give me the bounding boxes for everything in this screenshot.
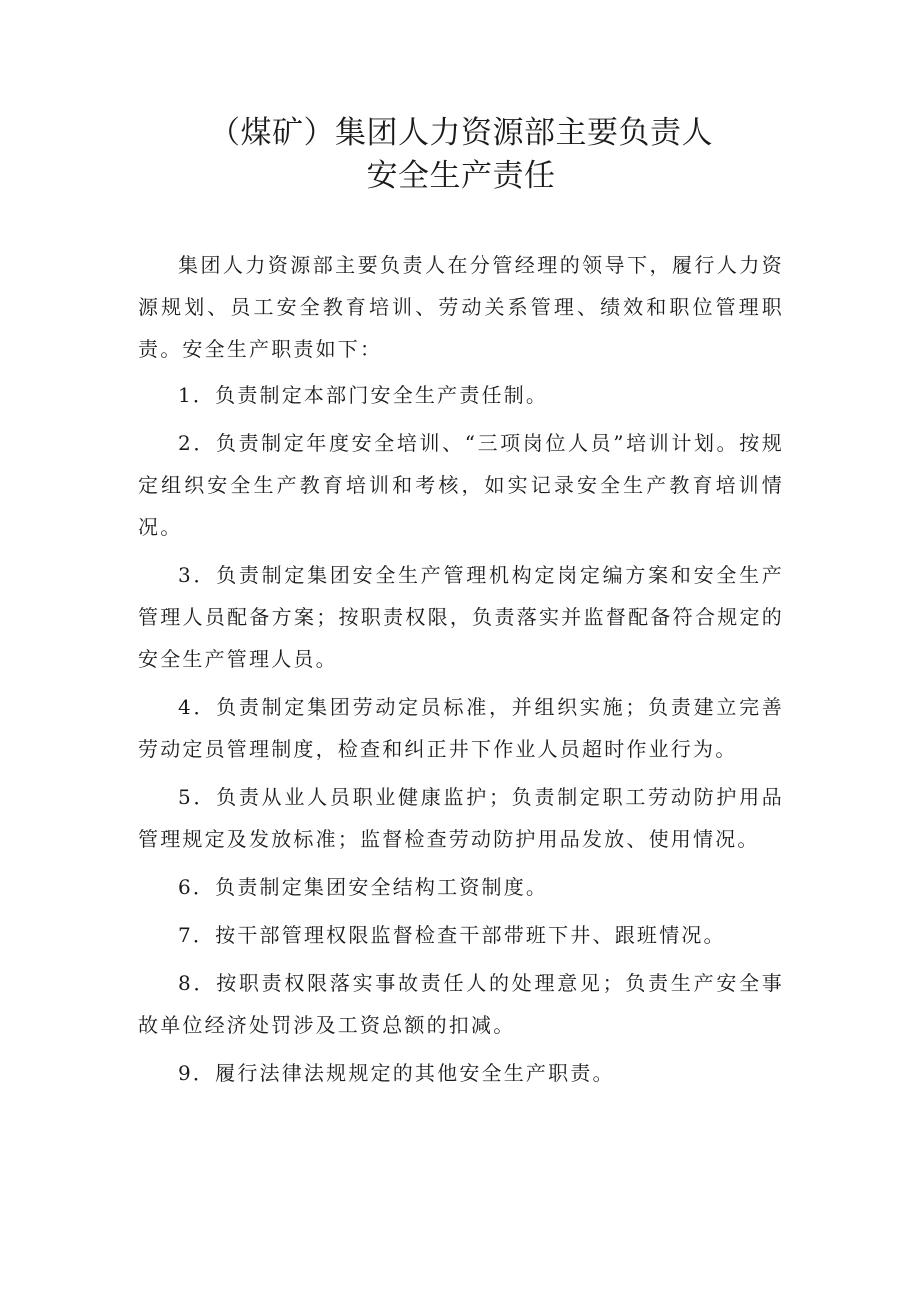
duty-item-1: 1．负责制定本部门安全生产责任制。 <box>178 383 549 407</box>
document-title <box>138 112 784 198</box>
duty-item-3: 3．负责制定集团安全生产管理机构定岗定编方案和安全生产管理人员配备方案；按职责权限，负责落实并监督配备符合规定的安全生产管理人员。 <box>138 563 784 671</box>
title-line-2: 安全生产责任 <box>366 158 556 194</box>
intro-paragraph: 集团人力资源部主要负责人在分管经理的领导下，履行人力资源规划、员工安全教育培训、劳动关系管理、绩效和职位管理职责。安全生产职责如下： <box>138 253 784 361</box>
duty-item-5: 5．负责从业人员职业健康监护；负责制定职工劳动防护用品管理规定及发放标准；监督检查劳动防护用品发放、使用情况。 <box>138 785 784 851</box>
duty-item-7: 7．按干部管理权限监督检查干部带班下井、跟班情况。 <box>178 923 726 947</box>
duty-item-6: 6．负责制定集团安全结构工资制度。 <box>178 875 549 899</box>
duty-item-8: 8．按职责权限落实事故责任人的处理意见；负责生产安全事故单位经济处罚涉及工资总额的扣减。 <box>138 971 784 1037</box>
duty-item-2: 2．负责制定年度安全培训、“三项岗位人员”培训计划。按规定组织安全生产教育培训和考核，如实记录安全生产教育培训情况。 <box>138 431 784 539</box>
duty-item-9: 9．履行法律法规规定的其他安全生产职责。 <box>178 1061 615 1085</box>
document-body <box>138 244 784 1094</box>
title-line-1: （煤矿）集团人力资源部主要负责人 <box>209 115 713 151</box>
duty-item-4: 4．负责制定集团劳动定员标准，并组织实施；负责建立完善劳动定员管理制度，检查和纠正井下作业人员超时作业行为。 <box>138 695 784 761</box>
